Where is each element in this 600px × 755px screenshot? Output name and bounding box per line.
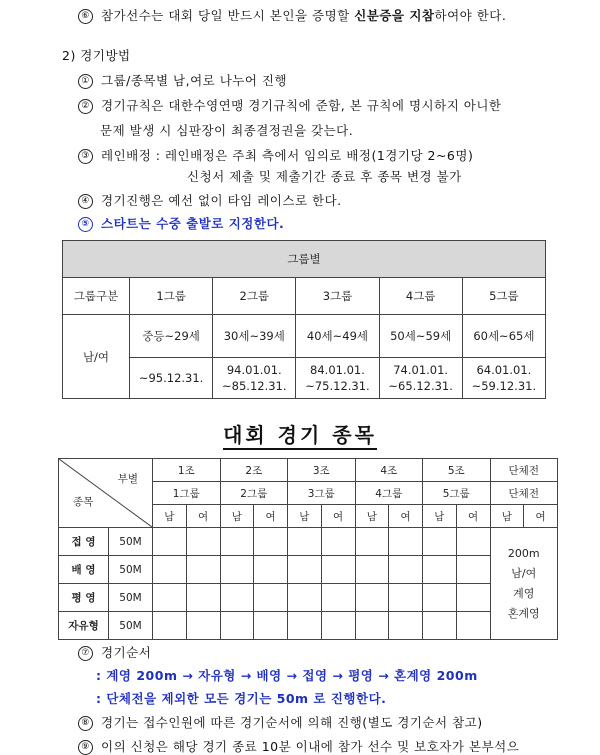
diagonal-line (59, 459, 152, 527)
division-header: 단체전 (490, 459, 558, 482)
item-7 (78, 643, 151, 661)
male-col: 남 (355, 505, 389, 528)
division-header: 1조 (153, 459, 221, 482)
item-text: 이의 신청은 해당 경기 종료 10분 이내에 참가 선수 및 보호자가 본부석으 (101, 739, 520, 754)
event-distance: 50M (109, 528, 153, 556)
age-cell: 60세~65세 (462, 315, 545, 358)
female-col: 여 (524, 505, 558, 528)
group-table (62, 240, 546, 399)
item-text: 경기는 접수인원에 따른 경기순서에 의해 진행(별도 경기순서 참고) (101, 715, 483, 730)
division-header: 3조 (288, 459, 356, 482)
female-col: 여 (186, 505, 220, 528)
event-distance: 50M (109, 612, 153, 640)
birth-from: 94.01.01. (226, 363, 282, 377)
group-header: 3그룹 (296, 278, 379, 315)
division-header: 2조 (220, 459, 288, 482)
birth-to: ~59.12.31. (471, 379, 537, 393)
events-table (58, 458, 558, 640)
item-5 (78, 214, 284, 232)
item-4 (78, 191, 342, 209)
item-text: 스타트는 수중 출발로 지정한다. (101, 216, 285, 231)
group-subheader: 1그룹 (153, 482, 221, 505)
order-note: : 단체전을 제외한 모든 경기는 50m 로 진행한다. (96, 691, 387, 706)
item-9 (78, 737, 519, 755)
circled-number: ② (78, 99, 93, 114)
group-subheader: 3그룹 (288, 482, 356, 505)
circled-number: ① (78, 74, 93, 89)
order-sequence: : 계영 200m → 자유형 → 배영 → 접영 → 평영 → 혼계영 200m (96, 668, 478, 683)
group-header: 4그룹 (379, 278, 462, 315)
male-col: 남 (220, 505, 254, 528)
item-text: 경기순서 (101, 645, 152, 660)
text: 하여야 한다. (434, 8, 507, 23)
team-distance: 200m (507, 546, 540, 560)
team-event-cell (490, 528, 558, 640)
item-3 (78, 146, 473, 164)
circled-number: ⑧ (78, 716, 93, 731)
birth-cell (130, 358, 213, 399)
birth-to: ~85.12.31. (222, 379, 287, 393)
group-header: 2그룹 (213, 278, 296, 315)
circled-number: ④ (78, 194, 93, 209)
group-subheader: 단체전 (490, 482, 558, 505)
team-gender: 남/여 (511, 566, 537, 580)
bold-text: 신분증을 지참 (354, 8, 435, 23)
male-col: 남 (288, 505, 322, 528)
group-subheader: 5그룹 (423, 482, 491, 505)
age-cell: 50세~59세 (379, 315, 462, 358)
item-3-cont: 신청서 제출 및 제출기간 종료 후 종목 변경 불가 (187, 169, 462, 184)
birth-from: 74.01.01. (393, 363, 449, 377)
event-name: 평 영 (59, 584, 109, 612)
group-header: 1그룹 (130, 278, 213, 315)
section-heading: 2) 경기방법 (62, 48, 131, 63)
female-col: 여 (321, 505, 355, 528)
corner-cell (59, 459, 153, 528)
group-subheader: 2그룹 (220, 482, 288, 505)
female-col: 여 (456, 505, 490, 528)
age-cell: 30세~39세 (213, 315, 296, 358)
group-table-title: 그룹별 (63, 241, 546, 278)
corner-top-label: 부별 (117, 473, 138, 485)
text: 참가선수는 대회 당일 반드시 본인을 증명할 (101, 8, 355, 23)
circled-number: ⑦ (78, 646, 93, 661)
birth-cell (462, 358, 545, 399)
item-text: 경기진행은 예선 없이 타임 레이스로 한다. (101, 193, 342, 208)
item-1 (78, 71, 287, 89)
row-label: 그룹구분 (63, 278, 130, 315)
gender-cell: 남/여 (63, 315, 130, 399)
male-col: 남 (490, 505, 524, 528)
circled-number: ⑤ (78, 217, 93, 232)
item-2 (78, 96, 501, 114)
circled-number: ③ (78, 149, 93, 164)
male-col: 남 (423, 505, 457, 528)
circled-number: ⑨ (78, 740, 93, 755)
female-col: 여 (389, 505, 423, 528)
events-title-text: 대회 경기 종목 (223, 423, 377, 450)
item-2-cont: 문제 발생 시 심판장이 최종결정권을 갖는다. (100, 123, 354, 138)
team-medley: 혼계영 (507, 606, 540, 620)
age-cell: 중등~29세 (130, 315, 213, 358)
team-relay: 계영 (513, 586, 535, 600)
events-title (0, 419, 600, 448)
birth-to: ~65.12.31. (388, 379, 453, 393)
birth-cell (379, 358, 462, 399)
corner-bottom-label: 종목 (73, 496, 94, 508)
event-name: 접 영 (59, 528, 109, 556)
item-8 (78, 713, 483, 731)
circled-number: ⑥ (78, 9, 93, 24)
group-subheader: 4그룹 (355, 482, 423, 505)
division-header: 4조 (355, 459, 423, 482)
birth-text: ~95.12.31. (138, 371, 204, 385)
item-text: 레인배정 : 레인배정은 주최 측에서 임의로 배정(1경기당 2~6명) (101, 148, 474, 163)
birth-from: 84.01.01. (310, 363, 365, 377)
male-col: 남 (153, 505, 187, 528)
item-text: 그룹/종목별 남,여로 나누어 진행 (101, 73, 288, 88)
birth-cell (296, 358, 379, 399)
birth-from: 64.01.01. (476, 363, 532, 377)
female-col: 여 (254, 505, 288, 528)
item-text: 경기규칙은 대한수영연맹 경기규칙에 준함, 본 규칙에 명시하지 아니한 (101, 98, 502, 113)
event-distance: 50M (109, 556, 153, 584)
event-name: 자유형 (59, 612, 109, 640)
birth-to: ~75.12.31. (305, 379, 370, 393)
group-header: 5그룹 (462, 278, 545, 315)
event-distance: 50M (109, 584, 153, 612)
notice-line-6 (78, 6, 506, 24)
age-cell: 40세~49세 (296, 315, 379, 358)
event-name: 배 영 (59, 556, 109, 584)
birth-cell (213, 358, 296, 399)
division-header: 5조 (423, 459, 491, 482)
